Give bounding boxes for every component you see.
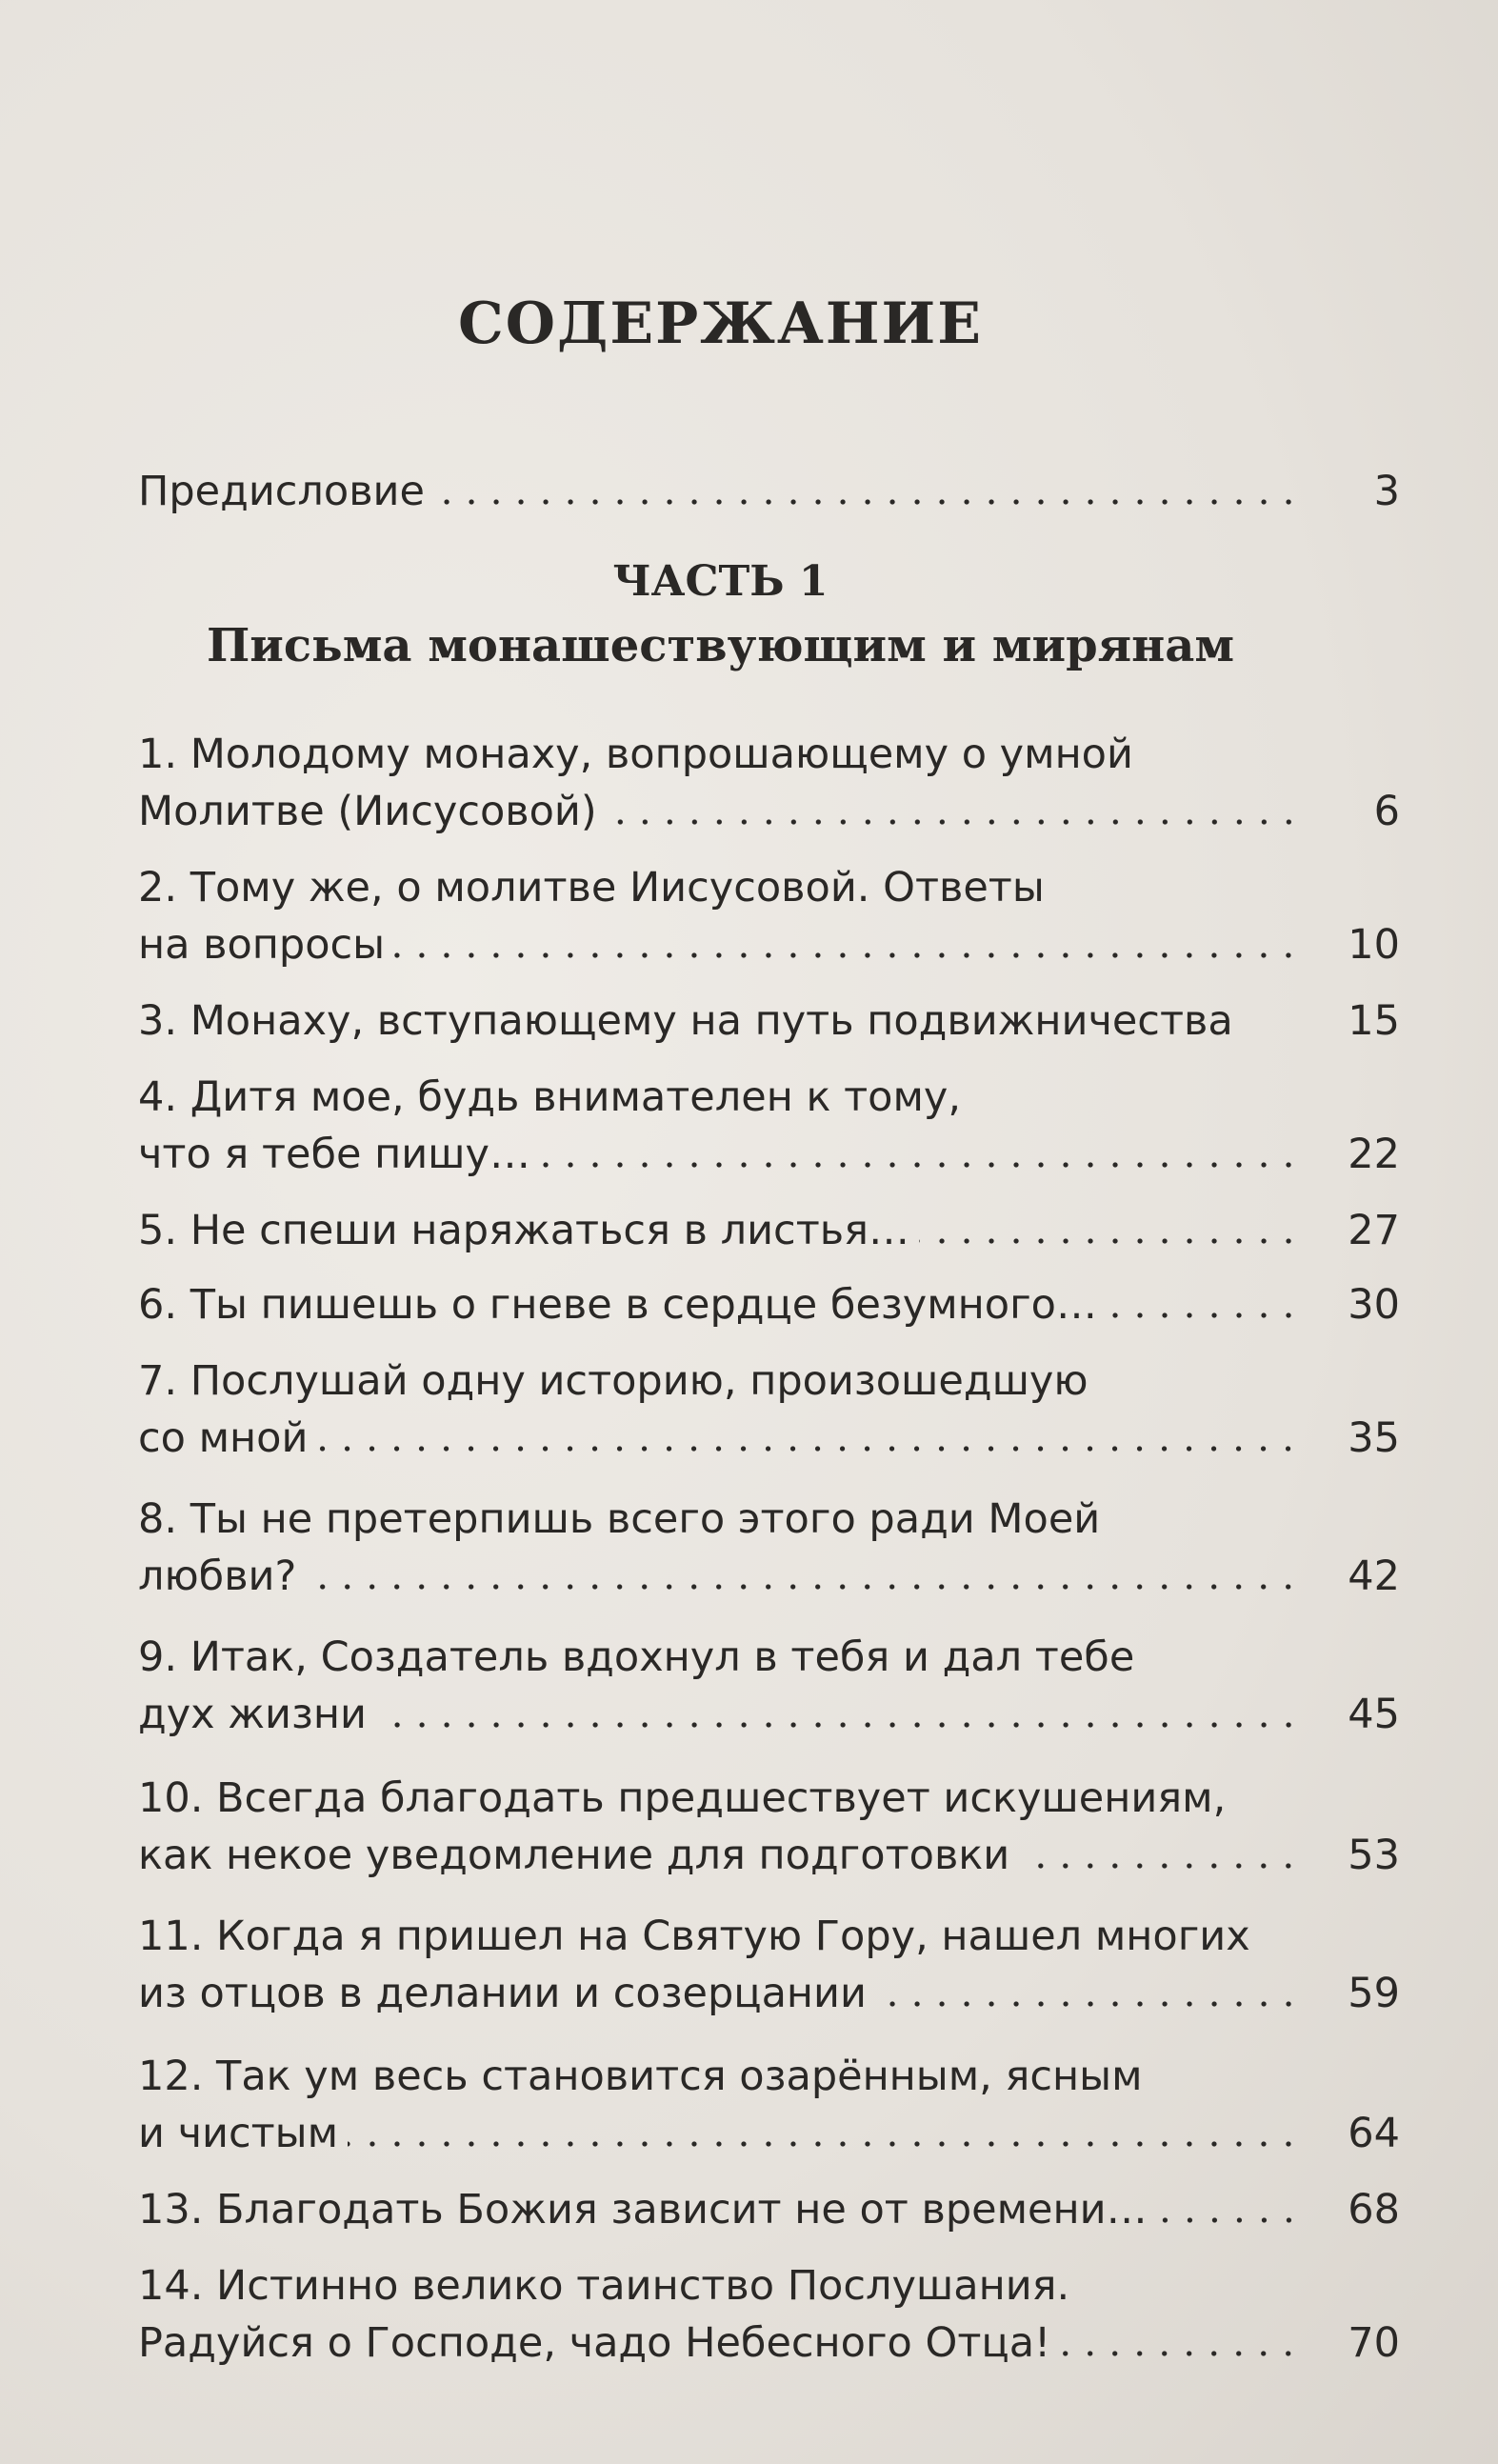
page-number: 59	[1348, 1970, 1400, 2017]
entry-title: Предисловие	[138, 468, 425, 515]
entry-title-line1: 14. Истинно велико таинство Послушания.	[138, 2262, 1070, 2310]
leader-dots	[540, 1162, 1301, 1168]
entry-title-line1: 11. Когда я пришел на Святую Гору, нашел многих	[138, 1913, 1250, 1960]
page-number: 22	[1348, 1131, 1400, 1178]
leader-dots	[1107, 1312, 1301, 1318]
page-number: 64	[1348, 2110, 1400, 2157]
entry-title-line1: 7. Послушай одну историю, произошедшую	[138, 1357, 1089, 1405]
entry-title-line2: со мной	[138, 1414, 309, 1462]
toc-entry[interactable]	[138, 2257, 1400, 2372]
toc-entry[interactable]	[138, 1908, 1400, 2022]
entry-title-line2: дух жизни	[138, 1691, 367, 1738]
toc-entry[interactable]	[138, 2048, 1400, 2162]
toc-entry[interactable]	[138, 1491, 1400, 1605]
leader-dots	[1019, 1863, 1301, 1869]
page-number: 42	[1348, 1553, 1400, 1600]
toc-entry[interactable]	[138, 2181, 1400, 2238]
entry-title-line1: 10. Всегда благодать предшествует искушениям,	[138, 1774, 1227, 1822]
toc-entry-preface[interactable]	[138, 463, 1400, 520]
toc-entry[interactable]	[138, 992, 1400, 1050]
entry-title: 13. Благодать Божия зависит не от времени…	[138, 2186, 1148, 2234]
entry-title-line2: что я тебе пишу…	[138, 1131, 530, 1178]
page-number: 3	[1373, 468, 1400, 515]
entry-title-line1: 12. Так ум весь становится озарённым, ясным	[138, 2053, 1143, 2100]
toc-entry[interactable]	[138, 1770, 1400, 1884]
entry-title: 3. Монаху, вступающему на путь подвижничества	[138, 997, 1233, 1045]
leader-dots	[607, 819, 1301, 825]
entry-title-line2: любви?	[138, 1553, 297, 1600]
toc-entry[interactable]	[138, 1069, 1400, 1183]
entry-title-line2: Молитве (Иисусовой)	[138, 788, 597, 835]
entry-title-line2: и чистым	[138, 2110, 339, 2157]
leader-dots	[394, 952, 1301, 958]
entry-title-line1: 9. Итак, Создатель вдохнул в тебя и дал тебе	[138, 1633, 1135, 1681]
toc-entry[interactable]	[138, 1352, 1400, 1467]
leader-dots	[1157, 2217, 1301, 2223]
entry-title: 6. Ты пишешь о гневе в сердце безумного…	[138, 1281, 1097, 1329]
toc-entry[interactable]	[138, 726, 1400, 840]
leader-dots	[348, 2141, 1301, 2147]
toc-entry[interactable]	[138, 1202, 1400, 1259]
page-number: 35	[1348, 1414, 1400, 1462]
entry-title-line1: 1. Молодому монаху, вопрошающему о умной	[138, 731, 1133, 778]
leader-dots	[1060, 2351, 1301, 2356]
page-number: 30	[1348, 1281, 1400, 1329]
page-number: 6	[1373, 788, 1400, 835]
entry-title-line1: 4. Дитя мое, будь внимателен к тому,	[138, 1073, 962, 1121]
leader-dots	[876, 2001, 1301, 2007]
page-number: 68	[1348, 2186, 1400, 2234]
page-number: 10	[1348, 921, 1400, 969]
leader-dots	[376, 1722, 1301, 1728]
toc-entry[interactable]	[138, 1629, 1400, 1743]
toc-heading: СОДЕРЖАНИЕ	[458, 290, 983, 357]
page-number: 53	[1348, 1832, 1400, 1879]
part-title: Письма монашествующим и мирянам	[206, 619, 1235, 672]
toc-entry[interactable]	[138, 1276, 1400, 1333]
page-number: 27	[1348, 1207, 1400, 1254]
leader-dots	[317, 1446, 1301, 1452]
entry-title-line1: 2. Тому же, о молитве Иисусовой. Ответы	[138, 864, 1045, 911]
entry-title-line1: 8. Ты не претерпишь всего этого ради Моей	[138, 1495, 1101, 1543]
toc-entry[interactable]	[138, 859, 1400, 973]
page-number: 70	[1348, 2319, 1400, 2367]
leader-dots	[306, 1584, 1301, 1590]
entry-title-line2: как некое уведомление для подготовки	[138, 1832, 1010, 1879]
part-label: ЧАСТЬ 1	[612, 557, 829, 606]
page-number: 15	[1348, 997, 1400, 1045]
leader-dots	[434, 499, 1301, 505]
entry-title-line2: на вопросы	[138, 921, 386, 969]
entry-title-line2: из отцов в делании и созерцании	[138, 1970, 867, 2017]
leader-dots	[919, 1238, 1301, 1244]
entry-title-line2: Радуйся о Господе, чадо Небесного Отца!	[138, 2319, 1051, 2367]
page-number: 45	[1348, 1691, 1400, 1738]
entry-title: 5. Не спеши наряжаться в листья…	[138, 1207, 909, 1254]
